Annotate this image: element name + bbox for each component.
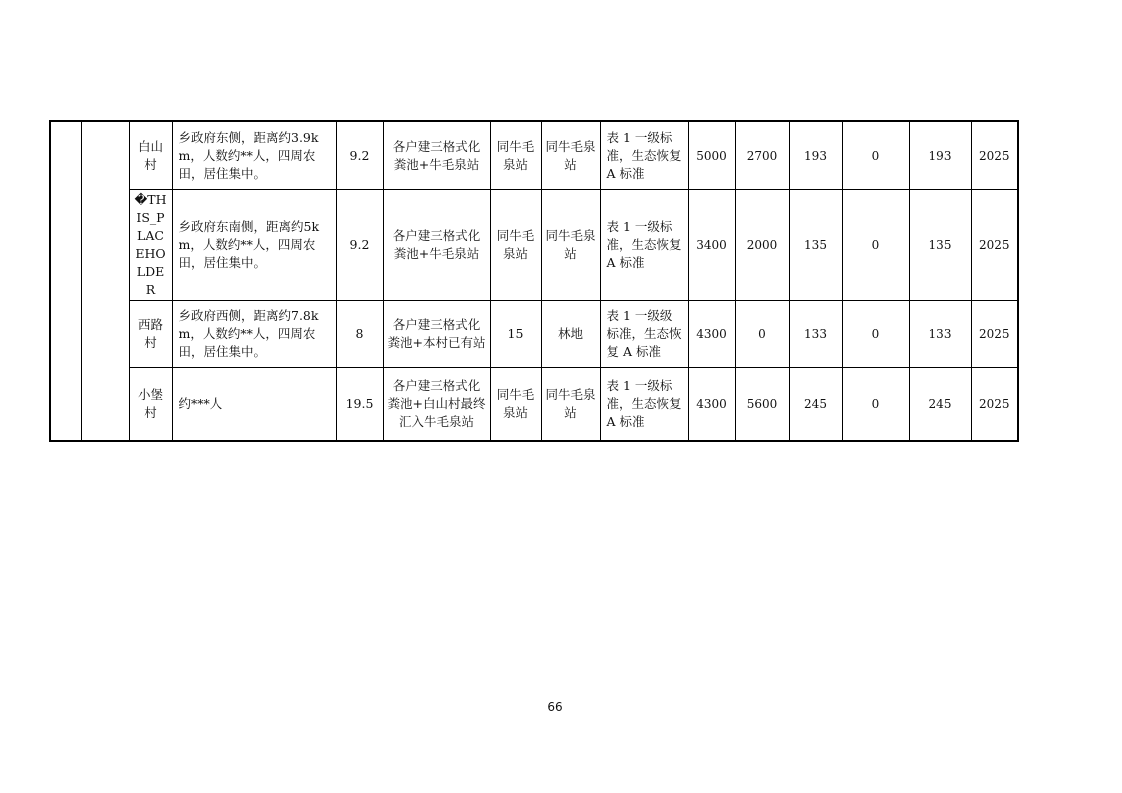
number-cell: 135 — [789, 190, 842, 301]
number-cell: 4300 — [688, 301, 735, 368]
data-table — [49, 120, 1019, 442]
number-cell: 5600 — [735, 368, 789, 442]
village-description-cell: 乡政府西侧，距离约7.8km，人数约**人，四周农田，居住集中。 — [172, 301, 336, 368]
value-cell: 19.5 — [336, 368, 383, 442]
receiving-cell: 同牛毛泉站 — [541, 368, 600, 442]
village-name-cell: �THIS_PLACEHOLDER — [129, 190, 172, 301]
village-name-cell: 白山村 — [129, 121, 172, 190]
treatment-method-cell: 各户建三格式化粪池+本村已有站 — [383, 301, 490, 368]
number-cell: 193 — [909, 121, 971, 190]
treatment-method-cell: 各户建三格式化粪池+牛毛泉站 — [383, 121, 490, 190]
village-name-cell: 西路村 — [129, 301, 172, 368]
blank-cell-subcategory — [81, 121, 129, 441]
number-cell: 0 — [735, 301, 789, 368]
standard-cell: 表 1 一级级标准，生态恢复 A 标准 — [600, 301, 688, 368]
blank-cell-category — [50, 121, 81, 441]
number-cell: 3400 — [688, 190, 735, 301]
value-cell: 8 — [336, 301, 383, 368]
village-description-cell: 乡政府东南侧，距离约5km，人数约**人，四周农田，居住集中。 — [172, 190, 336, 301]
table-row — [50, 121, 1018, 190]
number-cell: 245 — [909, 368, 971, 442]
number-cell: 193 — [789, 121, 842, 190]
number-cell: 0 — [842, 121, 909, 190]
number-cell: 2000 — [735, 190, 789, 301]
treatment-method-cell: 各户建三格式化粪池+牛毛泉站 — [383, 190, 490, 301]
village-name-cell: 小堡村 — [129, 368, 172, 442]
standard-cell: 表 1 一级标准，生态恢复 A 标准 — [600, 368, 688, 442]
year-cell: 2025 — [971, 190, 1018, 301]
destination-cell: 同牛毛泉站 — [490, 368, 541, 442]
receiving-cell: 同牛毛泉站 — [541, 190, 600, 301]
year-cell: 2025 — [971, 121, 1018, 190]
number-cell: 5000 — [688, 121, 735, 190]
table-row — [50, 368, 1018, 442]
number-cell: 135 — [909, 190, 971, 301]
number-cell: 4300 — [688, 368, 735, 442]
receiving-cell: 林地 — [541, 301, 600, 368]
value-cell: 9.2 — [336, 121, 383, 190]
number-cell: 0 — [842, 368, 909, 442]
destination-cell: 15 — [490, 301, 541, 368]
page-number: 66 — [547, 700, 563, 714]
number-cell: 245 — [789, 368, 842, 442]
number-cell: 2700 — [735, 121, 789, 190]
year-cell: 2025 — [971, 368, 1018, 442]
year-cell: 2025 — [971, 301, 1018, 368]
standard-cell: 表 1 一级标准，生态恢复 A 标准 — [600, 190, 688, 301]
treatment-method-cell: 各户建三格式化粪池+白山村最终汇入牛毛泉站 — [383, 368, 490, 442]
number-cell: 133 — [909, 301, 971, 368]
number-cell: 0 — [842, 301, 909, 368]
value-cell: 9.2 — [336, 190, 383, 301]
number-cell: 0 — [842, 190, 909, 301]
table-row — [50, 190, 1018, 301]
number-cell: 133 — [789, 301, 842, 368]
table-row — [50, 301, 1018, 368]
village-description-cell: 约***人 — [172, 368, 336, 442]
village-description-cell: 乡政府东侧，距离约3.9km，人数约**人，四周农田，居住集中。 — [172, 121, 336, 190]
destination-cell: 同牛毛泉站 — [490, 121, 541, 190]
standard-cell: 表 1 一级标准，生态恢复 A 标准 — [600, 121, 688, 190]
receiving-cell: 同牛毛泉站 — [541, 121, 600, 190]
destination-cell: 同牛毛泉站 — [490, 190, 541, 301]
